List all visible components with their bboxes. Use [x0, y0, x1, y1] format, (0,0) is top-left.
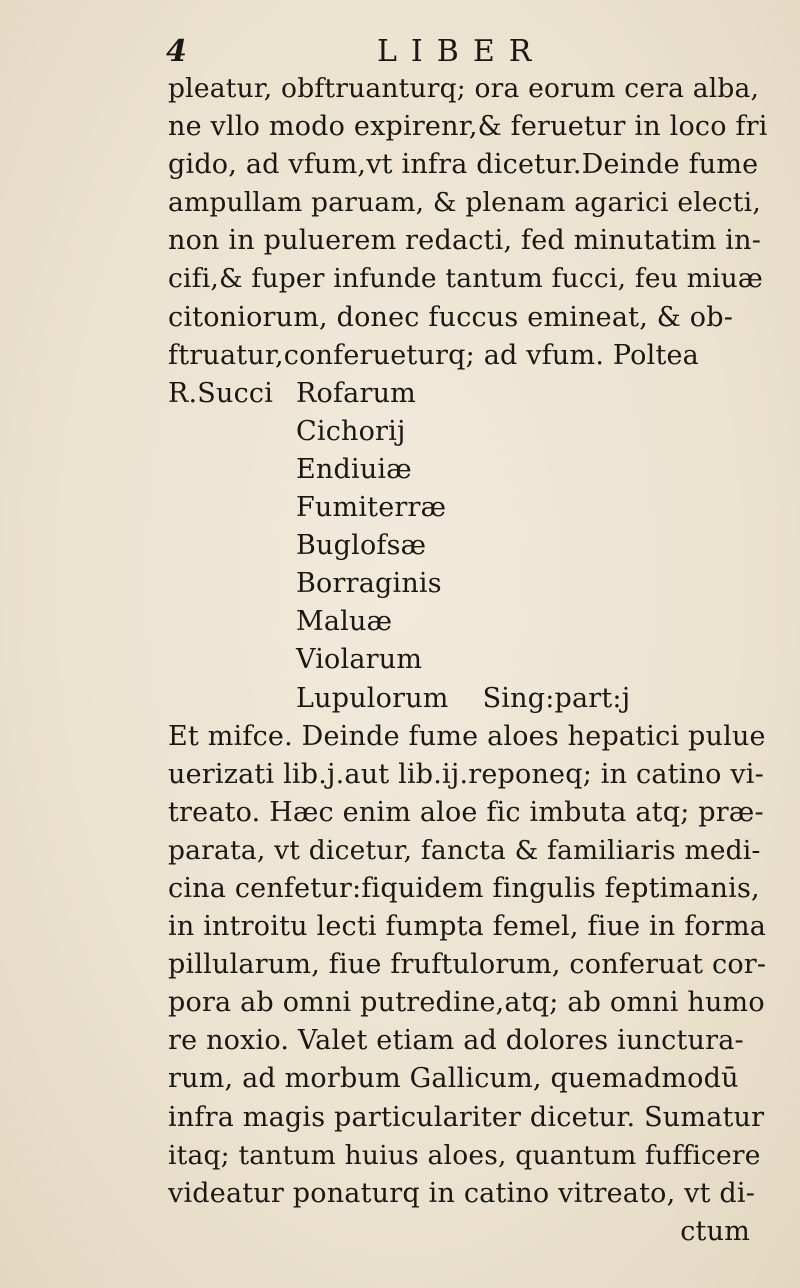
- text-line: re noxio. Valet etiam ad dolores iunctura-: [168, 1025, 744, 1057]
- text-line: ftruatur,conferueturq; ad vfum. Poltea: [168, 339, 699, 371]
- running-head: LIBER: [377, 34, 546, 69]
- text-line: pora ab omni putredine,atq; ab omni humo: [168, 987, 765, 1019]
- text-line: videatur ponaturq in catino vitreato, vt di-: [168, 1177, 756, 1209]
- recipe-ingredient: Endiuiæ: [296, 453, 412, 485]
- recipe-symbol: R.Succi: [168, 377, 274, 409]
- recipe-ingredient: Rofarum: [296, 377, 416, 409]
- text-line: parata, vt dicetur, fancta & familiaris medi-: [168, 834, 761, 866]
- recipe-ingredient: Lupulorum: [296, 682, 449, 714]
- text-line: Et mifce. Deinde fume aloes hepatici pulue: [168, 720, 766, 752]
- text-line: rum, ad morbum Gallicum, quemadmodū: [168, 1063, 739, 1095]
- text-line: cina cenfetur:fiquidem fingulis feptimanis,: [168, 872, 760, 904]
- text-line: uerizati lib.j.aut lib.ij.reponeq; in catino vi-: [168, 758, 764, 790]
- text-line: cifi,& fuper infunde tantum fucci, feu miuæ: [168, 263, 764, 295]
- recipe-ingredient: Maluæ: [296, 606, 393, 638]
- text-line: pleatur, obftruanturq; ora eorum cera alba,: [168, 73, 760, 104]
- text-line: itaq; tantum huius aloes, quantum fufficere: [168, 1139, 761, 1171]
- text-line: pillularum, fiue fruftulorum, conferuat cor-: [168, 949, 767, 981]
- recipe-last-line: [168, 680, 768, 718]
- folio-number: 4: [166, 34, 187, 69]
- recipe-ingredient: Violarum: [296, 644, 423, 676]
- page-header: [162, 34, 722, 74]
- text-line: infra magis particulariter dicetur. Sumatur: [168, 1101, 765, 1133]
- catchword: ctum: [680, 1215, 750, 1247]
- recipe-dose: Sing:part:j: [482, 682, 631, 714]
- text-line: ne vllo modo expirenr,& feruetur in loco fri: [168, 111, 768, 143]
- text-line: in introitu lecti fumpta femel, fiue in forma: [168, 911, 767, 943]
- text-line: ampullam paruam, & plenam agarici electi,: [168, 187, 761, 219]
- recipe-ingredient: Cichorij: [296, 415, 406, 447]
- text-line: non in puluerem redacti, fed minutatim in-: [168, 225, 762, 257]
- recipe-heading-line: [168, 375, 768, 413]
- recipe-ingredient: Borraginis: [296, 568, 442, 600]
- main-text: [168, 70, 768, 1251]
- recipe-ingredient: Buglofsæ: [296, 530, 427, 562]
- text-line: gido, ad vfum,vt infra dicetur.Deinde fume: [168, 149, 759, 181]
- text-line: treato. Hæc enim aloe fic imbuta atq; præ-: [168, 796, 764, 828]
- recipe-ingredient: Fumiterræ: [296, 492, 447, 524]
- text-line: citoniorum, donec fuccus emineat, & ob-: [168, 301, 734, 333]
